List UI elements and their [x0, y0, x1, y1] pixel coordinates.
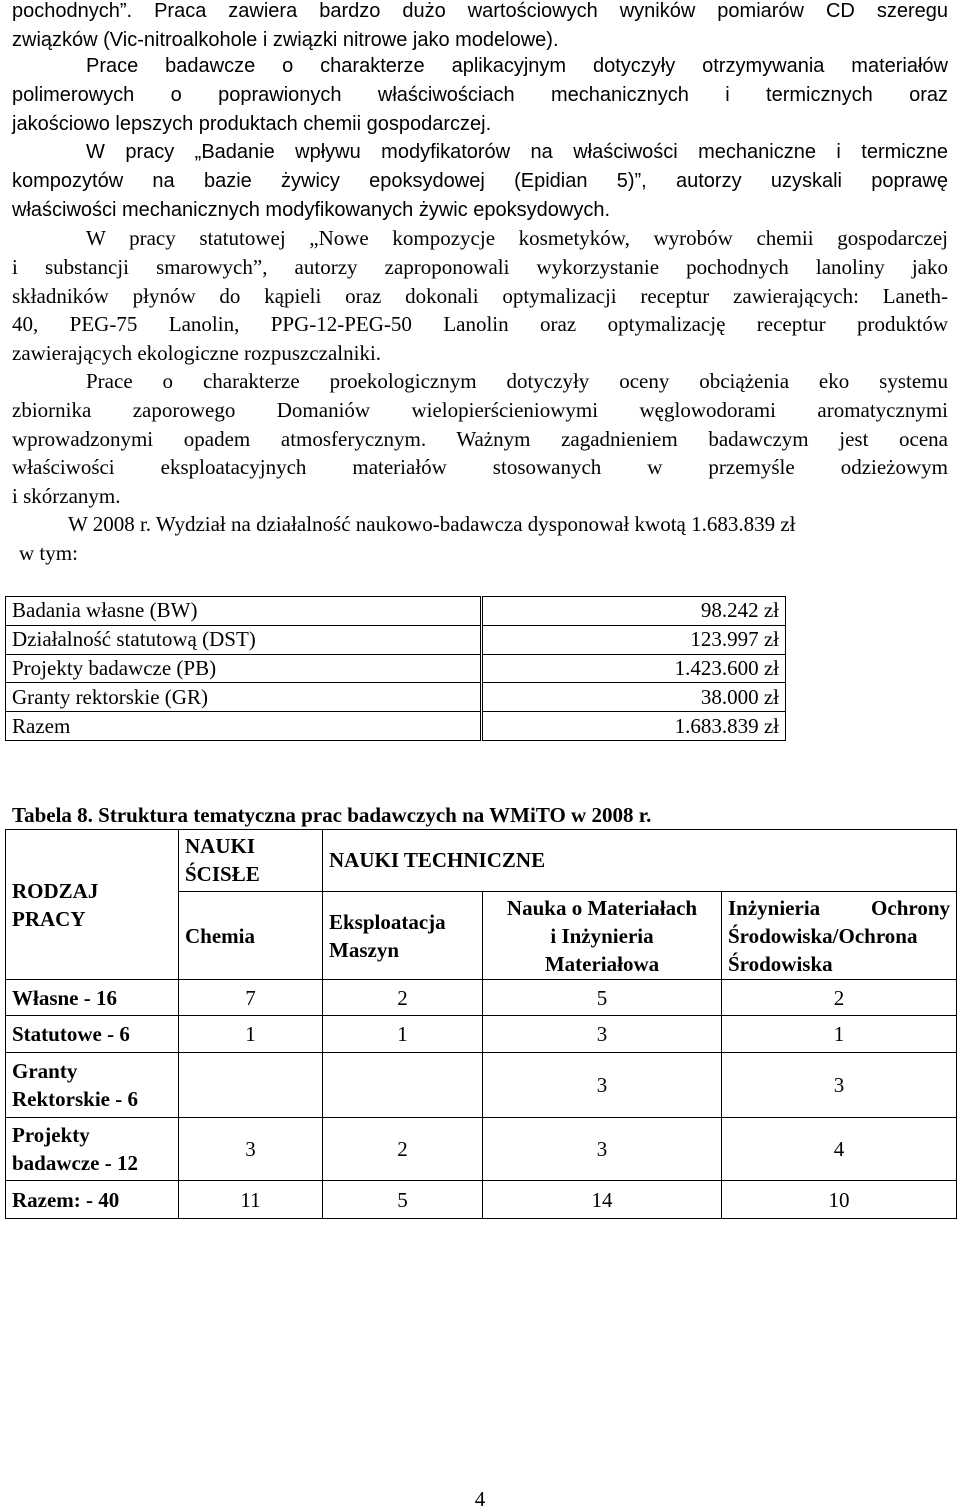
funding-breakdown-intro: w tym:: [19, 541, 78, 565]
funding-amount: 1.683.839 zł: [483, 712, 786, 741]
table-row: [6, 597, 786, 626]
cell-inzynieria: 4: [722, 1118, 957, 1181]
table-row: [6, 1053, 957, 1118]
row-label: Granty Rektorskie - 6: [6, 1053, 179, 1118]
text-line: 40, PEG-75 Lanolin, PPG-12-PEG-50 Lanolin oraz optymalizację receptur produktów: [12, 312, 948, 337]
text-line: składników płynów do kąpieli oraz dokonali optymalizacji receptur zawierających: Laneth-: [12, 283, 948, 308]
research-structure-table: [5, 829, 957, 1219]
funding-label: Projekty badawcze (PB): [6, 654, 481, 683]
cell-chemia: 11: [179, 1181, 323, 1219]
table-row: [6, 712, 786, 741]
text-line: właściwości eksploatacyjnych materiałów stosowanych w przemyśle odzieżowym: [12, 455, 948, 480]
header-nauka-o-materialach: Nauka o Materiałach i Inżynieria Materiałowa: [483, 892, 722, 980]
row-label: Statutowe - 6: [6, 1016, 179, 1053]
paragraph-cosmetics-work: [12, 224, 948, 368]
paragraph-ecology-work: [12, 367, 948, 511]
table-row: [6, 980, 957, 1016]
text-line: zbiornika zaporowego Domaniów wielopierścieniowymi węglowodorami aromatycznymi: [12, 397, 948, 422]
funding-label: Działalność statutową (DST): [6, 625, 481, 654]
cell-inzynieria: 2: [722, 980, 957, 1016]
funding-amount: 98.242 zł: [483, 597, 786, 626]
table-row: [6, 1118, 957, 1181]
text-line: i substancji smarowych”, autorzy zaproponowali wykorzystanie pochodnych lanoliny jako: [12, 254, 948, 279]
text-line: związków (Vic-nitroalkohole i związki nitrowe jako modelowe).: [12, 28, 559, 51]
table-row: [6, 683, 786, 712]
header-chemia: Chemia: [179, 892, 323, 980]
funding-label: Razem: [6, 712, 481, 741]
cell-eksploatacja: 2: [323, 1118, 483, 1181]
text-line: jakościowo lepszych produktach chemii gospodarczej.: [12, 112, 492, 135]
row-label: Projekty badawcze - 12: [6, 1118, 179, 1181]
row-label: Własne - 16: [6, 980, 179, 1016]
cell-inzynieria: 1: [722, 1016, 957, 1053]
row-label: Razem: - 40: [6, 1181, 179, 1219]
cell-materialy: 3: [483, 1053, 722, 1118]
text-line: kompozytów na bazie żywicy epoksydowej (Epidian 5)”, autorzy uzyskali poprawę: [12, 169, 948, 192]
cell-chemia: 7: [179, 980, 323, 1016]
header-nauki-scisle: NAUKI ŚCISŁE: [179, 830, 323, 892]
header-eksploatacja-maszyn: Eksploatacja Maszyn: [323, 892, 483, 980]
cell-eksploatacja: 2: [323, 980, 483, 1016]
cell-materialy: 3: [483, 1118, 722, 1181]
paragraph-cd-results: [12, 0, 948, 55]
text-line: i skórzanym.: [12, 484, 121, 509]
cell-materialy: 5: [483, 980, 722, 1016]
table-row: [6, 654, 786, 683]
table-row: [6, 1181, 957, 1219]
cell-inzynieria: 10: [722, 1181, 957, 1219]
cell-inzynieria: 3: [722, 1053, 957, 1118]
header-rodzaj-pracy: RODZAJ PRACY: [6, 830, 179, 980]
cell-materialy: 14: [483, 1181, 722, 1219]
cell-eksploatacja: [323, 1053, 483, 1118]
funding-table: [5, 596, 786, 741]
cell-chemia: [179, 1053, 323, 1118]
funding-label: Badania własne (BW): [6, 597, 481, 626]
page-number: 4: [474, 1487, 486, 1511]
funding-amount: 1.423.600 zł: [483, 654, 786, 683]
funding-sentence: W 2008 r. Wydział na działalność naukowo-badawcza dysponował kwotą 1.683.839 zł: [68, 512, 796, 536]
cell-eksploatacja: 1: [323, 1016, 483, 1053]
table-caption: Tabela 8. Struktura tematyczna prac badawczych na WMiTO w 2008 r.: [12, 803, 652, 827]
text-line: Prace o charakterze proekologicznym dotyczyły oceny obciążenia eko systemu: [86, 369, 948, 393]
text-line: W pracy statutowej „Nowe kompozycje kosmetyków, wyrobów chemii gospodarczej: [86, 226, 948, 250]
cell-eksploatacja: 5: [323, 1181, 483, 1219]
table-row: [6, 1016, 957, 1053]
paragraph-applied-research: [12, 52, 948, 138]
header-inzynieria-ochrony: Inżynieria Ochrony Środowiska/Ochrona Środowiska: [722, 892, 957, 980]
text-line: wprowadzonymi opadem atmosferycznym. Ważnym zagadnieniem badawczym jest ocena: [12, 426, 948, 451]
text-line: właściwości mechanicznych modyfikowanych żywic epoksydowych.: [12, 198, 610, 221]
header-nauki-techniczne: NAUKI TECHNICZNE: [323, 830, 957, 892]
text-line: zawierających ekologiczne rozpuszczalniki.: [12, 341, 382, 366]
cell-chemia: 3: [179, 1118, 323, 1181]
text-line: pochodnych”. Praca zawiera bardzo dużo wartościowych wyników pomiarów CD szeregu: [12, 0, 948, 22]
funding-label: Granty rektorskie (GR): [6, 683, 481, 712]
table-row: [6, 625, 786, 654]
cell-materialy: 3: [483, 1016, 722, 1053]
paragraph-epoxy-work: [12, 138, 948, 224]
text-line: polimerowych o poprawionych właściwościach mechanicznych i termicznych oraz: [12, 83, 948, 106]
funding-amount: 123.997 zł: [483, 625, 786, 654]
cell-chemia: 1: [179, 1016, 323, 1053]
text-line: W pracy „Badanie wpływu modyfikatorów na właściwości mechaniczne i termiczne: [86, 141, 948, 163]
text-line: Prace badawcze o charakterze aplikacyjnym dotyczyły otrzymywania materiałów: [86, 55, 948, 77]
funding-amount: 38.000 zł: [483, 683, 786, 712]
table-header-row: [6, 830, 957, 892]
